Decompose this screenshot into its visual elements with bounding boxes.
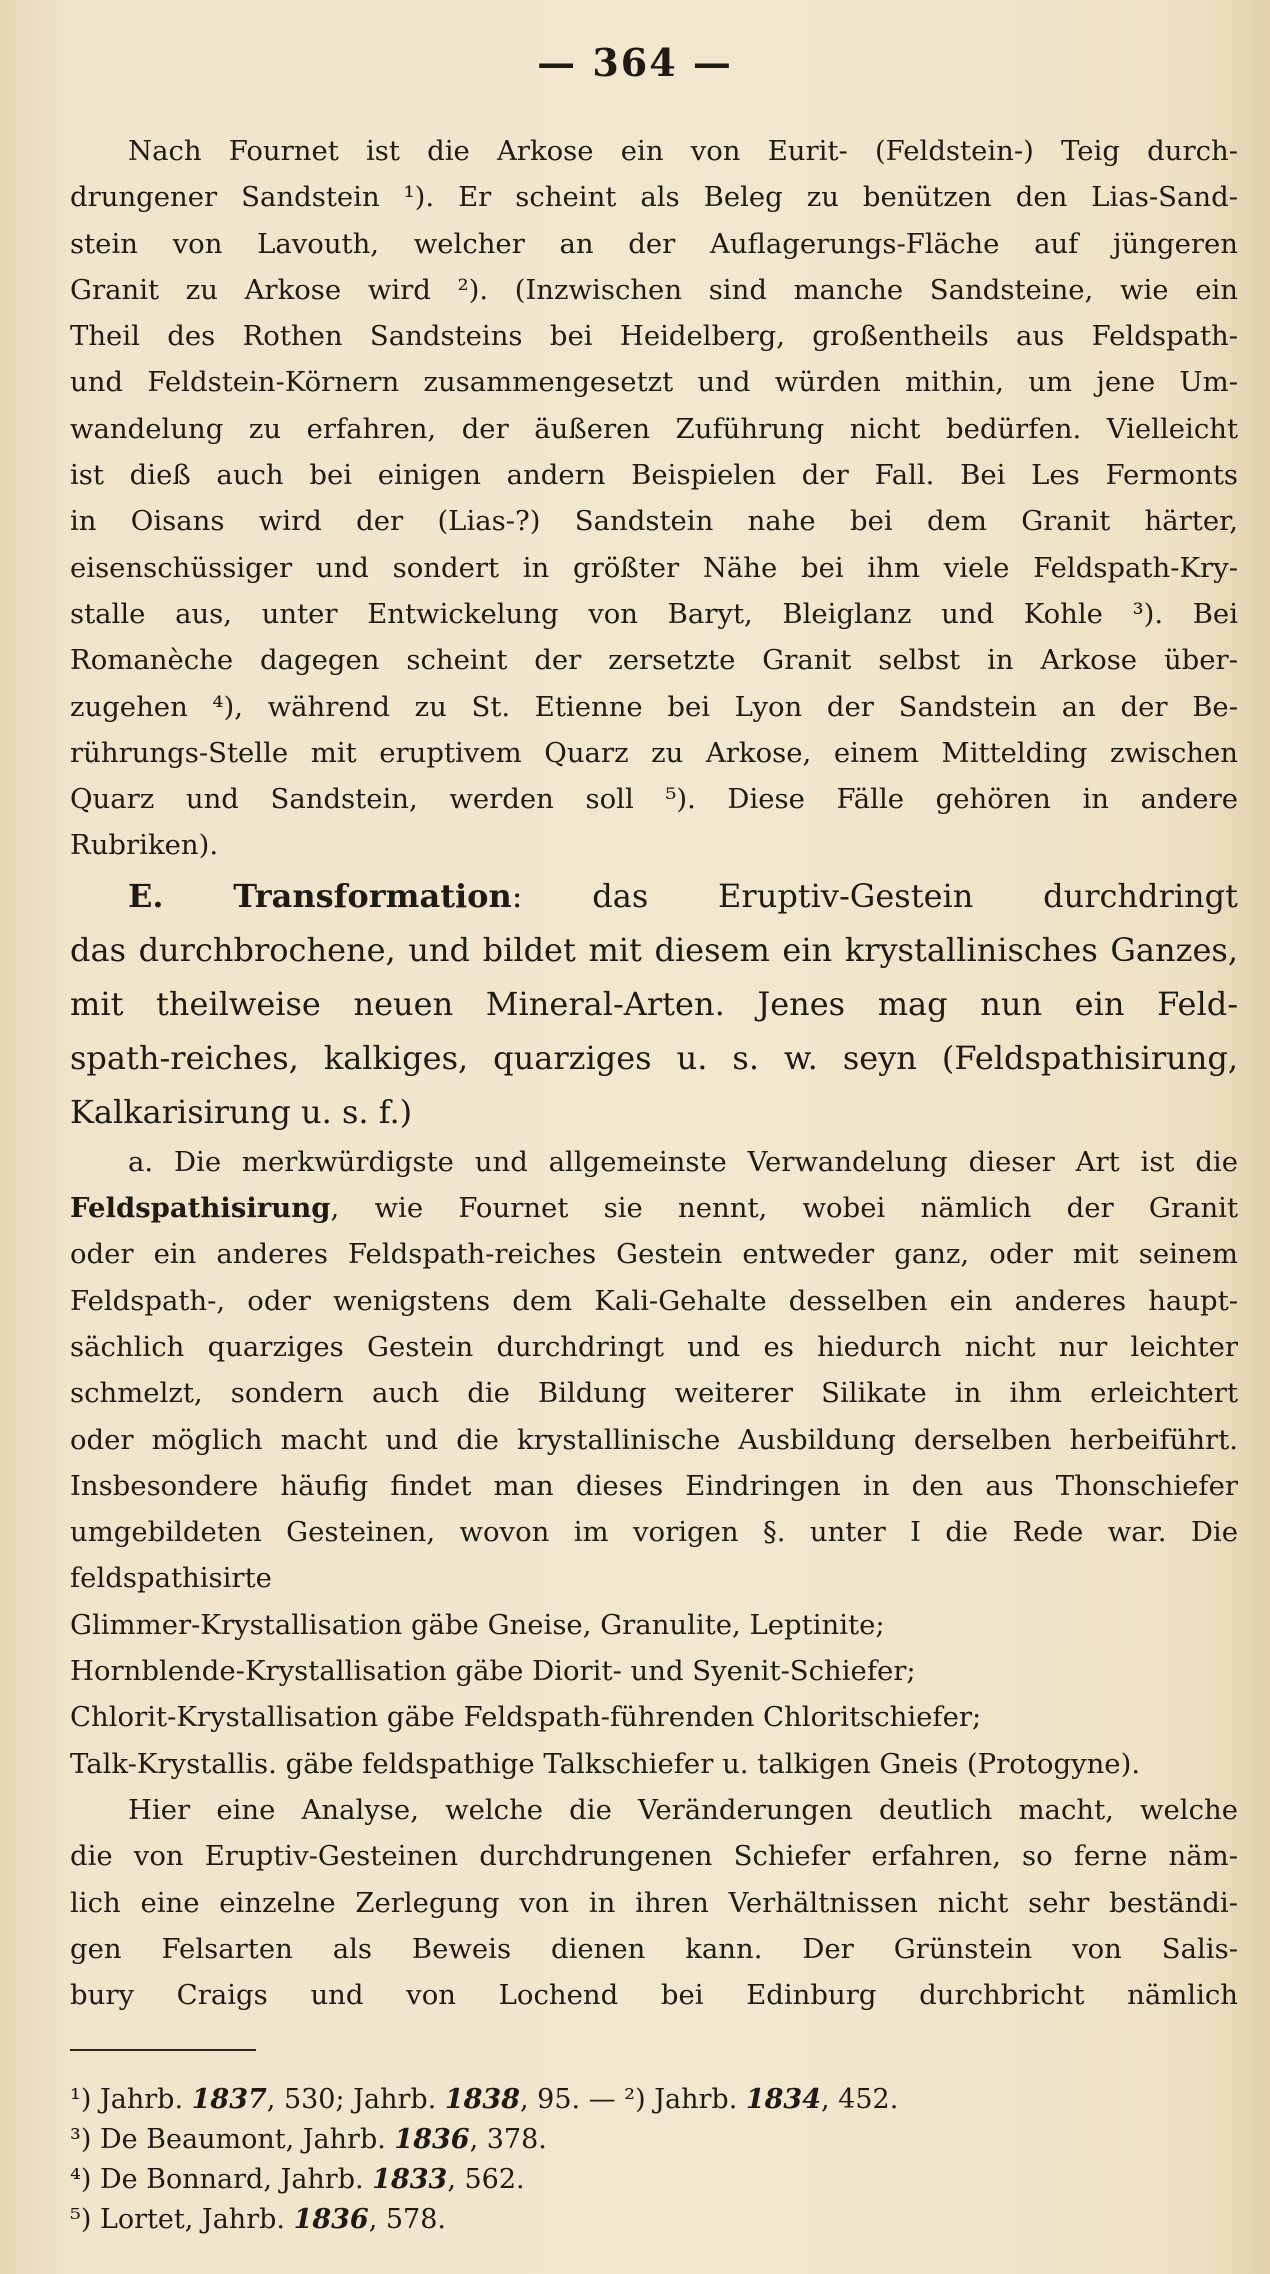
crystallisation-list bbox=[70, 1602, 1238, 1787]
text-line: rührungs-Stelle mit eruptivem Quarz zu Arkose, einem Mittelding zwischen bbox=[70, 736, 1238, 769]
paragraph-a-line: , wie Fournet sie nennt, wobei nämlich der Granit bbox=[330, 1192, 1238, 1225]
footnote bbox=[70, 2160, 1220, 2200]
paragraph-a-line: feldspathisirte bbox=[70, 1562, 272, 1595]
section-e-line-0: : das Eruptiv-Gestein durchdringt bbox=[511, 876, 1238, 915]
section-e-title: Transformation bbox=[233, 876, 512, 915]
footnote bbox=[70, 2080, 1220, 2120]
list-item: Chlorit-Krystallisation gäbe Feldspath-führenden Chloritschiefer; bbox=[70, 1701, 982, 1734]
page-body bbox=[70, 128, 1238, 2018]
footnotes bbox=[70, 2080, 1220, 2240]
paragraph-a-line: oder ein anderes Feldspath-reiches Gestein entweder ganz, oder mit seinem bbox=[70, 1238, 1238, 1271]
text-line: drungener Sandstein ¹). Er scheint als Beleg zu benützen den Lias-Sand- bbox=[70, 181, 1238, 214]
footnote-mark: ¹) bbox=[70, 2084, 100, 2115]
footnote-year: 1838 bbox=[444, 2084, 520, 2115]
text-line: zugehen ⁴), während zu St. Etienne bei Lyon der Sandstein an der Be- bbox=[70, 690, 1238, 723]
footnote-text: , 378. bbox=[469, 2124, 547, 2155]
footnote-text: , 578. bbox=[368, 2204, 447, 2235]
footnote-text: De Beaumont, Jahrb. bbox=[99, 2124, 395, 2155]
footnote-mark: ³) bbox=[70, 2124, 100, 2155]
paragraph-analyse bbox=[70, 1787, 1238, 2018]
text-line: stein von Lavouth, welcher an der Auflagerungs-Fläche auf jüngeren bbox=[70, 227, 1238, 260]
footnote bbox=[70, 2120, 1220, 2160]
footnote-text: , 530; Jahrb. bbox=[266, 2084, 445, 2115]
text-line: stalle aus, unter Entwickelung von Baryt, Bleiglanz und Kohle ³). Bei bbox=[70, 597, 1238, 630]
text-line: gen Felsarten als Beweis dienen kann. Der Grünstein von Salis- bbox=[70, 1932, 1238, 1965]
text-line: Quarz und Sandstein, werden soll ⁵). Diese Fälle gehören in andere bbox=[70, 783, 1238, 816]
section-e-line: Kalkarisirung u. s. f.) bbox=[70, 1092, 413, 1131]
footnote-text: Jahrb. bbox=[99, 2084, 192, 2115]
text-line: lich eine einzelne Zerlegung von in ihren Verhältnissen nicht sehr beständi- bbox=[70, 1886, 1238, 1919]
text-line: ist dieß auch bei einigen andern Beispielen der Fall. Bei Les Fermonts bbox=[70, 459, 1238, 492]
paragraph-arkose bbox=[70, 128, 1238, 869]
paragraph-a-line: a. Die merkwürdigste und allgemeinste Verwandelung dieser Art ist die bbox=[128, 1145, 1238, 1178]
section-e-line: mit theilweise neuen Mineral-Arten. Jenes mag nun ein Feld- bbox=[70, 984, 1238, 1023]
section-e bbox=[70, 869, 1238, 1139]
footnote-year: 1836 bbox=[394, 2124, 470, 2155]
text-line: eisenschüssiger und sondert in größter Nähe bei ihm viele Feldspath-Kry- bbox=[70, 551, 1238, 584]
paragraph-a-line: Feldspath-, oder wenigstens dem Kali-Gehalte desselben ein anderes haupt- bbox=[70, 1284, 1238, 1317]
text-line: Rubriken). bbox=[70, 829, 219, 862]
section-e-heading-line bbox=[70, 869, 1238, 923]
paragraph-a-line: umgebildeten Gesteinen, wovon im vorigen §. unter I die Rede war. Die bbox=[70, 1516, 1238, 1549]
text-line: bury Craigs und von Lochend bei Edinburg durchbricht nämlich bbox=[70, 1979, 1238, 2012]
section-e-line: spath-reiches, kalkiges, quarziges u. s. w. seyn (Feldspathisirung, bbox=[70, 1038, 1238, 1077]
list-item: Talk-Krystallis. gäbe feldspathige Talkschiefer u. talkigen Gneis (Protogyne). bbox=[70, 1747, 1141, 1780]
text-line: die von Eruptiv-Gesteinen durchdrungenen Schiefer erfahren, so ferne näm- bbox=[70, 1840, 1238, 1873]
term-feldspathisirung: Feldspathisirung bbox=[70, 1192, 331, 1225]
text-line: wandelung zu erfahren, der äußeren Zuführung nicht bedürfen. Vielleicht bbox=[70, 412, 1238, 445]
footnote-text: , 452. bbox=[821, 2084, 899, 2115]
text-line: in Oisans wird der (Lias-?) Sandstein nahe bei dem Granit härter, bbox=[70, 505, 1238, 538]
text-line: Theil des Rothen Sandsteins bei Heidelberg, großentheils aus Feldspath- bbox=[70, 320, 1238, 353]
footnote-text: De Bonnard, Jahrb. bbox=[99, 2164, 373, 2195]
footnote-text: , 95. — ²) Jahrb. bbox=[519, 2084, 746, 2115]
text-line: Romanèche dagegen scheint der zersetzte Granit selbst in Arkose über- bbox=[70, 644, 1238, 677]
paragraph-a-line: oder möglich macht und die krystallinische Ausbildung derselben herbeiführt. bbox=[70, 1423, 1238, 1456]
section-e-line: das durchbrochene, und bildet mit diesem ein krystallinisches Ganzes, bbox=[70, 930, 1238, 969]
footnote-rule bbox=[70, 2049, 256, 2051]
footnote-mark: ⁴) bbox=[70, 2164, 100, 2195]
text-line: Granit zu Arkose wird ²). (Inzwischen sind manche Sandsteine, wie ein bbox=[70, 273, 1238, 306]
footnote-year: 1833 bbox=[372, 2164, 448, 2195]
paragraph-a-term-line bbox=[70, 1185, 1238, 1231]
list-item: Glimmer-Krystallisation gäbe Gneise, Granulite, Leptinite; bbox=[70, 1608, 885, 1641]
footnote-year: 1837 bbox=[191, 2084, 267, 2115]
section-e-label: E. bbox=[128, 876, 164, 915]
footnote-mark: ⁵) bbox=[70, 2204, 100, 2235]
footnote-year: 1836 bbox=[293, 2204, 369, 2235]
footnote-year: 1834 bbox=[745, 2084, 822, 2115]
paragraph-a-line: sächlich quarziges Gestein durchdringt und es hiedurch nicht nur leichter bbox=[70, 1330, 1238, 1363]
footnote-text: , 562. bbox=[447, 2164, 525, 2195]
paragraph-a-line: schmelzt, sondern auch die Bildung weiterer Silikate in ihm erleichtert bbox=[70, 1377, 1238, 1410]
paragraph-a bbox=[70, 1139, 1238, 1602]
page-number: — 364 — bbox=[537, 40, 733, 85]
list-item: Hornblende-Krystallisation gäbe Diorit- und Syenit-Schiefer; bbox=[70, 1655, 916, 1688]
text-line: und Feldstein-Körnern zusammengesetzt und würden mithin, um jene Um- bbox=[70, 366, 1238, 399]
text-line: Nach Fournet ist die Arkose ein von Eurit- (Feldstein-) Teig durch- bbox=[128, 135, 1238, 167]
footnote-text: Lortet, Jahrb. bbox=[99, 2204, 294, 2235]
footnote bbox=[70, 2200, 1220, 2240]
paragraph-a-line: Insbesondere häufig findet man dieses Eindringen in den aus Thonschiefer bbox=[70, 1469, 1238, 1502]
text-line: Hier eine Analyse, welche die Veränderungen deutlich macht, welche bbox=[128, 1793, 1238, 1826]
